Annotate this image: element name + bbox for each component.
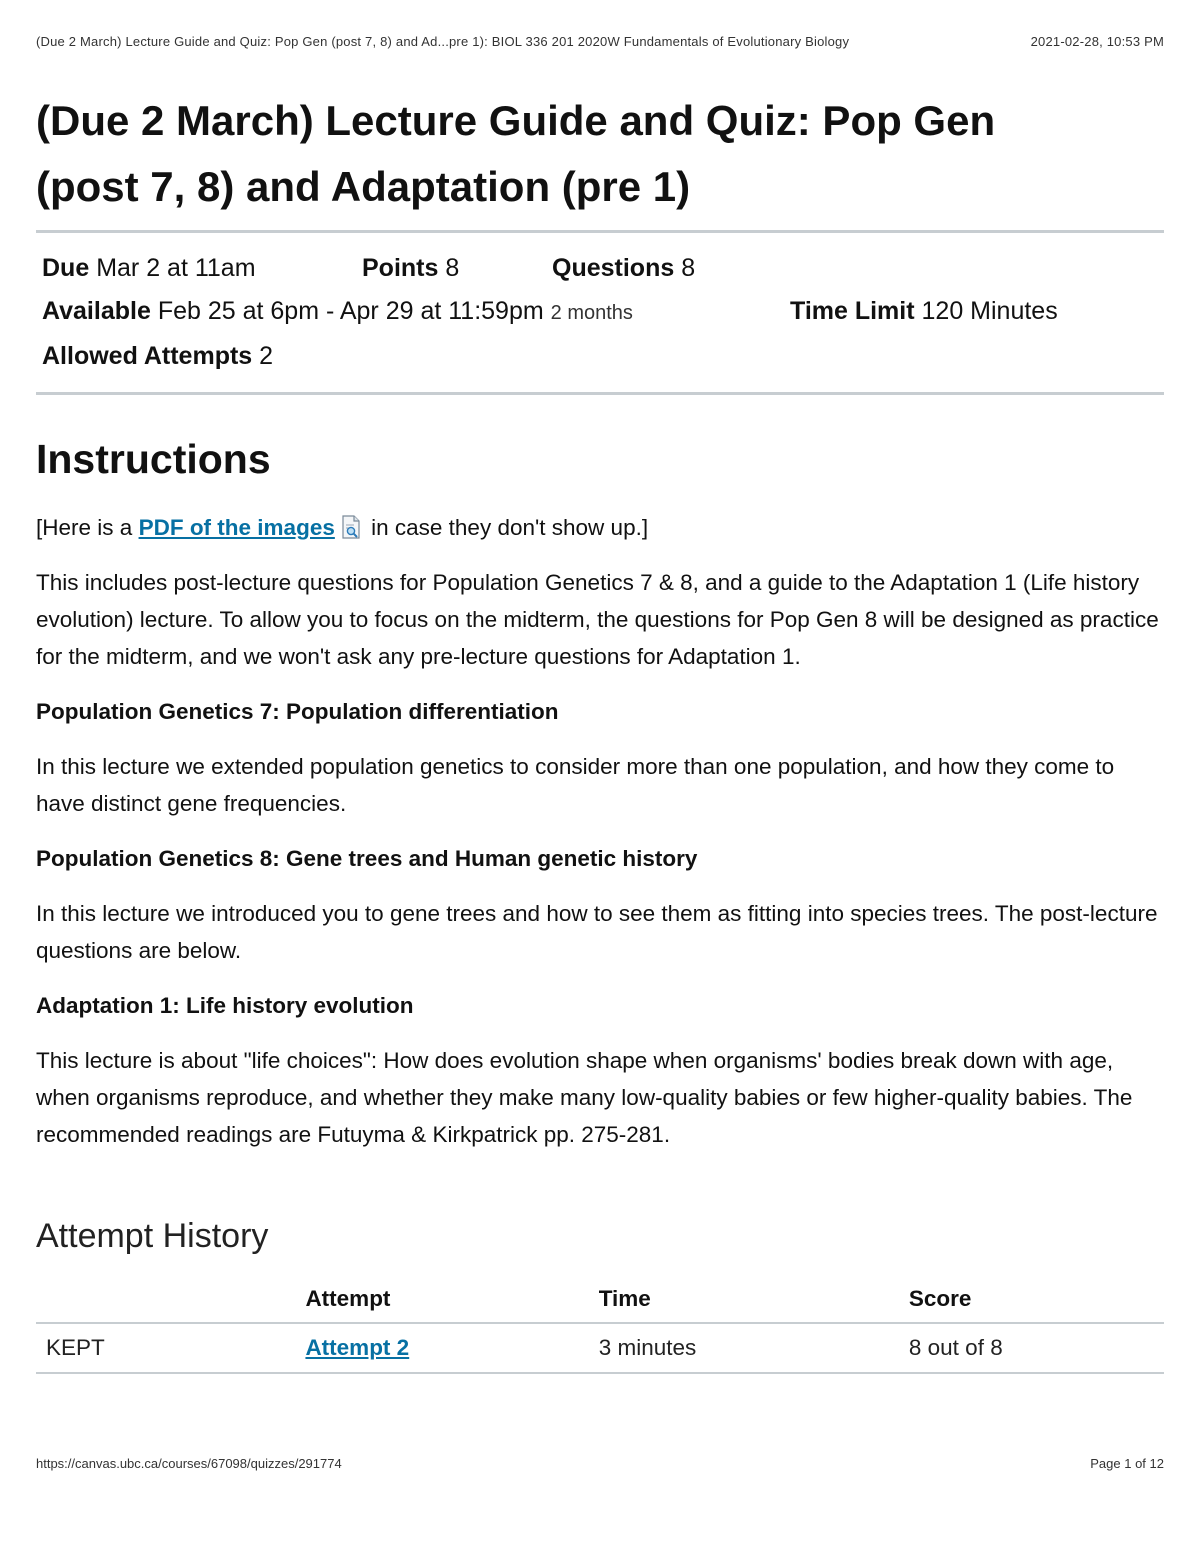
attempt-link[interactable]: Attempt 2 <box>305 1335 410 1360</box>
attempt-status: KEPT <box>46 1335 105 1360</box>
points-label: Points <box>362 254 439 282</box>
intro-paragraph: This includes post-lecture questions for Population Genetics 7 & 8, and a guide to the Adaptation 1 (Life history evolution) lecture. To allow you to focus on the midterm, the questions for Pop Gen 8 will be designed as practice for the midterm, and we won't ask any pre-lecture questions for Adaptation 1. <box>36 570 1159 669</box>
attempt-history-table <box>36 1276 1164 1374</box>
page-title-line2: (post 7, 8) and Adaptation (pre 1) <box>36 163 691 210</box>
pdf-note-prefix: [Here is a <box>36 515 133 540</box>
instructions-heading: Instructions <box>36 436 271 482</box>
quiz-details <box>36 233 1164 392</box>
details-row-2 <box>42 290 1158 335</box>
print-header-date: 2021-02-28, 10:53 PM <box>1030 34 1164 49</box>
column-header-time: Time <box>598 1286 651 1311</box>
time-limit-item <box>790 290 1058 335</box>
column-header-score: Score <box>908 1286 972 1311</box>
print-header-title: (Due 2 March) Lecture Guide and Quiz: Pop Gen (post 7, 8) and Ad...pre 1): BIOL 336 201 2020W Fundamentals of Evolutionary Biology <box>36 34 850 49</box>
section-popgen7-body: In this lecture we extended population genetics to consider more than one population, and how they come to have distinct gene frequencies. <box>36 754 1115 816</box>
pdf-images-link[interactable]: PDF of the images <box>138 515 335 540</box>
available-label: Available <box>42 297 151 325</box>
attempts-item <box>42 335 273 378</box>
available-value: Feb 25 at 6pm - Apr 29 at 11:59pm <box>157 297 544 325</box>
details-divider <box>36 392 1164 395</box>
table-header-row <box>36 1276 1164 1323</box>
print-header <box>36 34 1164 49</box>
document-preview-icon[interactable] <box>341 513 361 537</box>
available-item <box>42 290 790 335</box>
column-header-attempt: Attempt <box>305 1286 391 1311</box>
page-title <box>36 88 1164 220</box>
time-limit-label: Time Limit <box>790 297 915 325</box>
attempt-history-heading: Attempt History <box>36 1217 269 1255</box>
print-footer-url: https://canvas.ubc.ca/courses/67098/quizzes/291774 <box>36 1456 342 1471</box>
details-row-1 <box>42 247 1158 290</box>
details-row-3 <box>42 335 1158 378</box>
attempt-time: 3 minutes <box>598 1335 697 1360</box>
table-row <box>36 1323 1164 1373</box>
points-item <box>362 247 552 290</box>
allowed-attempts-value: 2 <box>259 342 274 370</box>
due-label: Due <box>42 254 90 282</box>
questions-label: Questions <box>552 254 675 282</box>
section-adaptation1-body: This lecture is about "life choices": How does evolution shape when organisms' bodies break down with age, when organisms reproduce, and whether they make many low-quality babies or few higher-quality babies. The recommended readings are Futuyma & Kirkpatrick pp. 275-281. <box>36 1048 1133 1147</box>
print-footer <box>36 1456 1164 1471</box>
column-header-status <box>36 1276 295 1323</box>
allowed-attempts-label: Allowed Attempts <box>42 342 253 370</box>
quiz-content <box>36 88 1164 1374</box>
section-popgen8-title: Population Genetics 8: Gene trees and Human genetic history <box>36 846 698 871</box>
print-footer-page: Page 1 of 12 <box>1090 1456 1164 1471</box>
due-value: Mar 2 at 11am <box>96 254 256 282</box>
available-duration: 2 months <box>550 302 633 324</box>
points-value: 8 <box>445 254 460 282</box>
questions-item <box>552 247 695 290</box>
questions-value: 8 <box>681 254 696 282</box>
pdf-note <box>36 509 1164 546</box>
pdf-note-suffix: in case they don't show up.] <box>371 515 649 540</box>
section-popgen8-body: In this lecture we introduced you to gene trees and how to see them as fitting into species trees. The post-lecture questions are below. <box>36 901 1158 963</box>
page-title-line1: (Due 2 March) Lecture Guide and Quiz: Pop Gen <box>36 97 996 144</box>
section-adaptation1-title: Adaptation 1: Life history evolution <box>36 993 414 1018</box>
due-item <box>42 247 362 290</box>
attempt-cell <box>295 1323 588 1373</box>
time-limit-value: 120 Minutes <box>921 297 1058 325</box>
section-popgen7-title: Population Genetics 7: Population differentiation <box>36 699 559 724</box>
attempt-score: 8 out of 8 <box>908 1335 1003 1360</box>
